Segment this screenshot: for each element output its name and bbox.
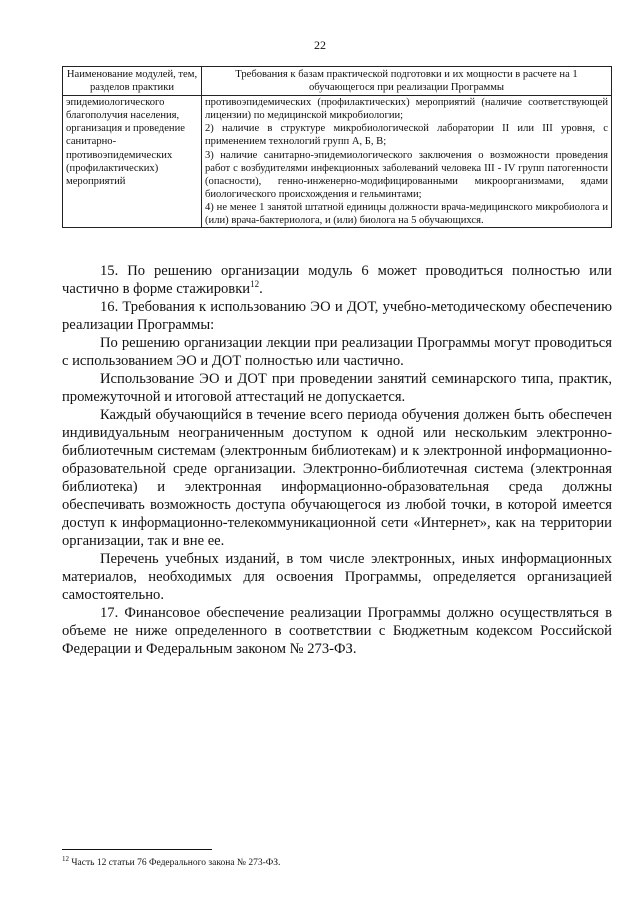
paragraph-16-seminars: Использование ЭО и ДОТ при проведении занятий семинарского типа, практик, промежуточной и итоговой аттестаций не допускается. [62,371,612,405]
table-row [63,96,612,228]
paragraph-15 [62,262,612,298]
footnote-divider [62,849,212,850]
paragraph-16-access: Каждый обучающийся в течение всего периода обучения должен быть обеспечен индивидуальным неограниченным доступом к одной или нескольким электронно-библиотечным системам (электронным библиотекам) и к электронной информационно-образовательной среде организации. Электронно-библиотечная система (электронная библиотека) и электронная информационно-образовательная среда должны обеспечивать возможность доступа обучающегося из любой точки, в которой имеется доступ к информационно-телекоммуникационной сети «Интернет», как на территории организации, так и вне ее. [62,407,612,549]
practice-requirements-table [62,66,612,228]
requirement-item: противоэпидемических (профилактических) мероприятий (наличие соответствующей лицензии) по медицинской микробиологии; [205,97,608,122]
requirement-item: 2) наличие в структуре микробиологической лаборатории II или III уровня, с применением технологий групп А, Б, В; [205,123,608,148]
paragraph-15-text: 15. По решению организации модуль 6 может проводиться полностью или частично в форме стажировки [62,263,612,297]
table-header-requirements: Требования к базам практической подготовки и их мощности в расчете на 1 обучающегося при реализации Программы [202,67,612,96]
table-header-row [63,67,612,96]
paragraph-17: 17. Финансовое обеспечение реализации Программы должно осуществляться в объеме не ниже определенного в соответствии с Бюджетным кодексом Российской Федерации и Федеральным законом № 273-ФЗ. [62,605,612,657]
document-body [62,262,612,658]
requirement-item: 3) наличие санитарно-эпидемиологического заключения о возможности проведения работ с возбудителями инфекционных заболеваний человека III - IV групп патогенности (опасности), генно-инженерно-модифицированными микроорганизмами, ядами биологического происхождения и гельминтами; [205,149,608,200]
requirement-item: 4) не менее 1 занятой штатной единицы должности врача-медицинского микробиолога и (или) врача-бактериолога, и (или) биолога на 5 обучающихся. [205,201,608,227]
paragraph-15-end: . [259,281,263,297]
paragraph-16: 16. Требования к использованию ЭО и ДОТ, учебно-методическому обеспечению реализации Программы: [62,299,612,333]
footnote-marker: 12 [62,855,69,863]
footnote-ref: 12 [250,279,260,290]
module-name: эпидемиологического благополучия населения, организация и проведение санитарно-противоэпидемических (профилактических) мероприятий [66,97,185,187]
table-cell-module [63,96,202,228]
footnote [62,855,280,868]
page-number: 22 [314,38,326,52]
table-header-modules: Наименование модулей, тем, разделов практики [63,67,202,96]
paragraph-16-lectures: По решению организации лекции при реализации Программы могут проводиться с использованием ЭО и ДОТ полностью или частично. [62,335,612,369]
table-cell-requirements [202,96,612,228]
paragraph-16-materials: Перечень учебных изданий, в том числе электронных, иных информационных материалов, необходимых для освоения Программы, определяется организацией самостоятельно. [62,551,612,603]
footnote-text: Часть 12 статьи 76 Федерального закона № 273-ФЗ. [69,858,281,869]
